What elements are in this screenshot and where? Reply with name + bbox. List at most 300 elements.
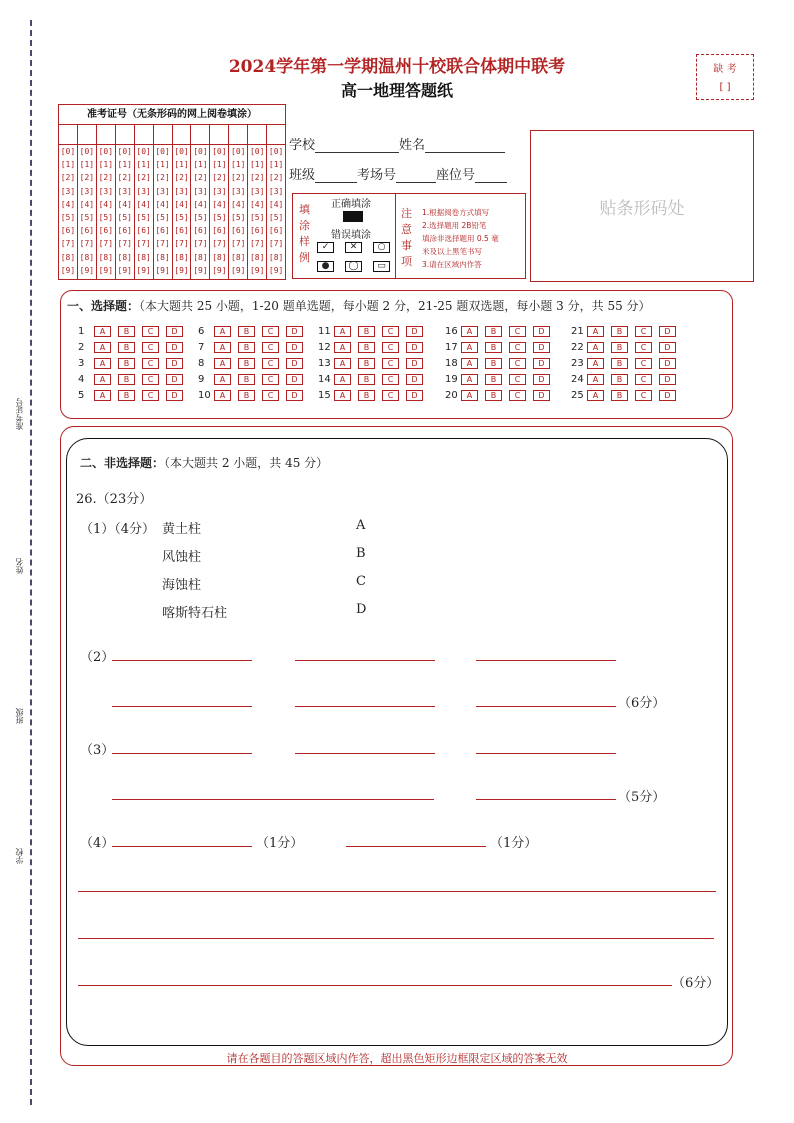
choice-option-bubble[interactable]: A	[214, 358, 231, 369]
choice-group	[445, 323, 557, 403]
exam-digit-bubble[interactable]: [9]	[117, 265, 132, 275]
exam-digit-bubble[interactable]: [6]	[268, 226, 284, 236]
choice-option-bubble[interactable]: C	[142, 342, 159, 353]
exam-digit-bubble[interactable]: [8]	[174, 252, 189, 262]
choice-question-row	[571, 323, 683, 339]
choice-option-bubble[interactable]: D	[533, 326, 550, 337]
exam-digit-bubble[interactable]: [3]	[98, 186, 114, 196]
choice-option-bubble[interactable]: A	[214, 326, 231, 337]
seat-input[interactable]	[475, 169, 507, 183]
choice-option-bubble[interactable]: C	[382, 326, 399, 337]
exam-digit-bubble[interactable]: [4]	[249, 199, 265, 209]
choice-option-bubble[interactable]: A	[587, 374, 604, 385]
choice-option-bubble[interactable]: A	[334, 342, 351, 353]
exam-digit-bubble[interactable]: [6]	[249, 226, 265, 236]
answer-line[interactable]	[112, 753, 252, 754]
choice-option-bubble[interactable]: D	[659, 358, 676, 369]
choice-option-bubble[interactable]: C	[382, 342, 399, 353]
exam-digit-bubble[interactable]: [8]	[136, 252, 151, 262]
wrong-mark-check-icon: ✓	[317, 242, 334, 253]
choice-question-number: 1	[78, 325, 85, 337]
exam-digit-bubble[interactable]: [3]	[212, 186, 227, 196]
exam-digit-bubble[interactable]: [7]	[193, 239, 208, 249]
choice-option-bubble[interactable]: B	[118, 326, 135, 337]
choice-question-number: 4	[78, 373, 85, 385]
exam-digit-bubble[interactable]: [9]	[155, 265, 170, 275]
exam-digit-bubble[interactable]: [3]	[268, 186, 284, 196]
choice-option-bubble[interactable]: A	[214, 342, 231, 353]
exam-digit-bubble[interactable]: [9]	[174, 265, 189, 275]
exam-digit-bubble[interactable]: [3]	[249, 186, 265, 196]
exam-digit-bubble[interactable]: [2]	[98, 173, 114, 183]
choice-option-bubble[interactable]: B	[238, 342, 255, 353]
exam-number-write-cell[interactable]	[116, 125, 134, 145]
choice-option-bubble[interactable]: C	[382, 374, 399, 385]
exam-digit-bubble[interactable]: [2]	[155, 173, 170, 183]
exam-digit-bubble[interactable]: [1]	[174, 160, 189, 170]
exam-digit-bubble[interactable]: [8]	[231, 252, 246, 262]
exam-number-write-cell[interactable]	[248, 125, 266, 145]
exam-digit-bubble[interactable]: [8]	[98, 252, 114, 262]
choice-option-bubble[interactable]: B	[118, 374, 135, 385]
choice-option-bubble[interactable]: A	[94, 358, 111, 369]
exam-number-column	[78, 125, 97, 280]
choice-question-row	[78, 339, 190, 355]
exam-digit-bubble[interactable]: [4]	[231, 199, 246, 209]
exam-digit-bubble[interactable]: [9]	[79, 265, 95, 275]
exam-digit-bubble[interactable]: [0]	[155, 147, 170, 156]
exam-digit-bubble[interactable]: [4]	[136, 199, 151, 209]
answer-line[interactable]	[295, 706, 435, 707]
choice-question-row	[445, 323, 557, 339]
exam-digit-bubble[interactable]: [5]	[193, 212, 208, 222]
choice-option-bubble[interactable]: B	[238, 326, 255, 337]
choice-option-bubble[interactable]: D	[659, 326, 676, 337]
choice-option-bubble[interactable]: D	[406, 358, 423, 369]
answer-line[interactable]	[476, 799, 616, 800]
choice-option-bubble[interactable]: C	[635, 326, 652, 337]
answer-line[interactable]	[346, 846, 486, 847]
exam-number-write-cell[interactable]	[210, 125, 228, 145]
exam-digit-bubble[interactable]: [0]	[60, 147, 76, 156]
choice-option-bubble[interactable]: A	[587, 342, 604, 353]
exam-digit-bubble[interactable]: [0]	[231, 147, 246, 156]
answer-line[interactable]	[295, 660, 435, 661]
exam-digit-bubble[interactable]: [4]	[174, 199, 189, 209]
exam-number-column	[116, 125, 135, 280]
exam-digit-bubble[interactable]: [8]	[193, 252, 208, 262]
exam-digit-bubble[interactable]: [1]	[117, 160, 132, 170]
choice-question-row	[198, 371, 310, 387]
exam-digit-bubble[interactable]: [6]	[98, 226, 114, 236]
choice-question-number: 5	[78, 389, 85, 401]
exam-digit-bubble[interactable]: [9]	[98, 265, 114, 275]
exam-number-write-cell[interactable]	[229, 125, 247, 145]
notice-item: 3.请在区域内作答	[422, 260, 482, 269]
exam-digit-bubble[interactable]: [7]	[231, 239, 246, 249]
choice-option-bubble[interactable]: D	[406, 374, 423, 385]
answer-line[interactable]	[112, 846, 252, 847]
choice-option-bubble[interactable]: A	[461, 358, 478, 369]
notice-item: 2.选择题用 2B铅笔	[422, 221, 487, 230]
choice-option-bubble[interactable]: B	[118, 390, 135, 401]
answer-line[interactable]	[112, 660, 252, 661]
choice-option-bubble[interactable]: D	[166, 358, 183, 369]
exam-digit-bubble[interactable]: [7]	[212, 239, 227, 249]
exam-title: 2024学年第一学期温州十校联合体期中联考	[228, 57, 566, 77]
class-label: 班级	[289, 168, 316, 183]
choice-question-row	[198, 339, 310, 355]
room-input[interactable]	[396, 169, 436, 183]
choice-option-bubble[interactable]: B	[358, 358, 375, 369]
exam-digit-bubble[interactable]: [1]	[98, 160, 114, 170]
exam-digit-bubble[interactable]: [2]	[231, 173, 246, 183]
answer-line[interactable]	[78, 938, 714, 939]
exam-digit-bubble[interactable]: [9]	[268, 265, 284, 275]
choice-option-bubble[interactable]: C	[509, 326, 526, 337]
name-input[interactable]	[425, 139, 505, 153]
choice-option-bubble[interactable]: A	[461, 342, 478, 353]
exam-digit-bubble[interactable]: [3]	[60, 186, 76, 196]
choice-option-bubble[interactable]: D	[533, 358, 550, 369]
exam-digit-bubble[interactable]: [6]	[60, 226, 76, 236]
exam-digit-bubble[interactable]: [9]	[249, 265, 265, 275]
choice-question-row	[445, 339, 557, 355]
exam-digit-bubble[interactable]: [4]	[60, 199, 76, 209]
exam-digit-bubble[interactable]: [5]	[136, 212, 151, 222]
class-input[interactable]	[315, 169, 357, 183]
answer-line[interactable]	[112, 799, 434, 800]
exam-digit-bubble[interactable]: [3]	[174, 186, 189, 196]
choice-option-bubble[interactable]: B	[611, 358, 628, 369]
choice-option-bubble[interactable]: B	[238, 374, 255, 385]
choice-option-bubble[interactable]: B	[485, 390, 502, 401]
exam-digit-bubble[interactable]: [5]	[231, 212, 246, 222]
exam-number-write-cell[interactable]	[59, 125, 77, 145]
exam-digit-bubble[interactable]: [8]	[79, 252, 95, 262]
exam-digit-bubble[interactable]: [2]	[212, 173, 227, 183]
exam-digit-bubble[interactable]: [8]	[117, 252, 132, 262]
answer-line[interactable]	[295, 753, 435, 754]
exam-number-write-cell[interactable]	[173, 125, 191, 145]
exam-digit-bubble[interactable]: [3]	[193, 186, 208, 196]
exam-digit-bubble[interactable]: [4]	[212, 199, 227, 209]
barcode-label: 贴条形码处	[599, 198, 685, 219]
choice-option-bubble[interactable]: D	[659, 374, 676, 385]
exam-digit-bubble[interactable]: [0]	[174, 147, 189, 156]
choice-option-bubble[interactable]: B	[118, 342, 135, 353]
exam-digit-bubble[interactable]: [2]	[60, 173, 76, 183]
exam-digit-bubble[interactable]: [4]	[155, 199, 170, 209]
choice-option-bubble[interactable]: A	[94, 326, 111, 337]
exam-digit-bubble[interactable]: [0]	[212, 147, 227, 156]
choice-option-bubble[interactable]: A	[587, 390, 604, 401]
choice-option-bubble[interactable]: D	[166, 374, 183, 385]
choice-option-bubble[interactable]: C	[262, 374, 279, 385]
exam-digit-bubble[interactable]: [0]	[117, 147, 132, 156]
exam-digit-bubble[interactable]: [0]	[249, 147, 265, 156]
exam-number-write-cell[interactable]	[97, 125, 115, 145]
school-field[interactable]	[289, 134, 505, 153]
choice-option-bubble[interactable]: C	[262, 358, 279, 369]
seat-label: 座位号	[436, 168, 476, 183]
correct-fill-label: 正确填涂	[331, 199, 371, 210]
answer-line[interactable]	[78, 891, 716, 892]
choice-option-bubble[interactable]: C	[262, 390, 279, 401]
margin-label-exam-number: 准考证号	[15, 398, 24, 430]
exam-digit-bubble[interactable]: [6]	[155, 226, 170, 236]
wrong-fill-label: 错误填涂	[331, 230, 371, 241]
exam-digit-bubble[interactable]: [1]	[193, 160, 208, 170]
school-label: 学校	[289, 138, 316, 153]
answer-line[interactable]	[476, 753, 616, 754]
choice-option-bubble[interactable]: D	[533, 374, 550, 385]
q2-label: （2）	[80, 650, 115, 665]
choice-option-bubble[interactable]: B	[611, 390, 628, 401]
exam-digit-bubble[interactable]: [8]	[155, 252, 170, 262]
exam-digit-bubble[interactable]: [1]	[136, 160, 151, 170]
exam-digit-bubble[interactable]: [0]	[98, 147, 114, 156]
exam-digit-bubble[interactable]: [6]	[79, 226, 95, 236]
choice-option-bubble[interactable]: A	[214, 390, 231, 401]
choice-option-bubble[interactable]: C	[262, 326, 279, 337]
exam-digit-bubble[interactable]: [0]	[268, 147, 284, 156]
exam-digit-bubble[interactable]: [5]	[155, 212, 170, 222]
exam-digit-bubble[interactable]: [1]	[249, 160, 265, 170]
school-input[interactable]	[315, 139, 399, 153]
choice-option-bubble[interactable]: A	[94, 374, 111, 385]
exam-digit-bubble[interactable]: [7]	[136, 239, 151, 249]
choice-option-bubble[interactable]: B	[358, 390, 375, 401]
exam-digit-bubble[interactable]: [4]	[98, 199, 114, 209]
choice-question-row	[198, 387, 310, 403]
choice-option-bubble[interactable]: A	[214, 374, 231, 385]
exam-digit-bubble[interactable]: [2]	[117, 173, 132, 183]
choice-option-bubble[interactable]: A	[334, 358, 351, 369]
exam-digit-bubble[interactable]: [4]	[268, 199, 284, 209]
choice-option-bubble[interactable]: D	[659, 390, 676, 401]
q1-label: （1）（4分）	[80, 522, 156, 537]
choice-option-bubble[interactable]: A	[334, 374, 351, 385]
choice-option-bubble[interactable]: C	[142, 326, 159, 337]
absent-label: 缺 考	[713, 64, 737, 75]
exam-digit-bubble[interactable]: [6]	[231, 226, 246, 236]
choice-option-bubble[interactable]: D	[659, 342, 676, 353]
choice-option-bubble[interactable]: B	[485, 374, 502, 385]
choice-option-bubble[interactable]: D	[166, 326, 183, 337]
q4-score-a: （1分）	[256, 836, 304, 851]
exam-digit-bubble[interactable]: [9]	[60, 265, 76, 275]
choice-option-bubble[interactable]: D	[166, 342, 183, 353]
choice-option-bubble[interactable]: A	[334, 390, 351, 401]
exam-digit-bubble[interactable]: [7]	[98, 239, 114, 249]
choice-option-bubble[interactable]: C	[142, 374, 159, 385]
class-field[interactable]	[289, 164, 507, 183]
answer-line[interactable]	[112, 706, 252, 707]
choice-option-bubble[interactable]: C	[635, 390, 652, 401]
exam-digit-bubble[interactable]: [7]	[155, 239, 170, 249]
choice-option-bubble[interactable]: B	[358, 342, 375, 353]
exam-number-column	[173, 125, 192, 280]
choice-option-bubble[interactable]: C	[262, 342, 279, 353]
exam-digit-bubble[interactable]: [6]	[174, 226, 189, 236]
choice-option-bubble[interactable]: C	[635, 358, 652, 369]
exam-number-grid	[58, 104, 286, 280]
choice-option-bubble[interactable]: D	[533, 342, 550, 353]
absent-marker[interactable]	[696, 54, 754, 100]
exam-digit-bubble[interactable]: [5]	[268, 212, 284, 222]
exam-digit-bubble[interactable]: [4]	[79, 199, 95, 209]
exam-digit-bubble[interactable]: [8]	[212, 252, 227, 262]
choice-question-row	[198, 323, 310, 339]
choice-option-bubble[interactable]: D	[286, 374, 303, 385]
exam-number-write-cell[interactable]	[154, 125, 172, 145]
exam-digit-bubble[interactable]: [9]	[212, 265, 227, 275]
exam-digit-bubble[interactable]: [1]	[231, 160, 246, 170]
choice-option-bubble[interactable]: D	[406, 326, 423, 337]
choice-option-bubble[interactable]: D	[166, 390, 183, 401]
exam-digit-bubble[interactable]: [5]	[98, 212, 114, 222]
choice-question-number: 7	[198, 341, 205, 353]
exam-number-write-cell[interactable]	[135, 125, 153, 145]
exam-digit-bubble[interactable]: [9]	[193, 265, 208, 275]
choice-question-number: 21	[571, 325, 584, 337]
exam-digit-bubble[interactable]: [3]	[155, 186, 170, 196]
choice-question-row	[571, 387, 683, 403]
exam-number-column	[229, 125, 248, 280]
exam-number-write-cell[interactable]	[78, 125, 96, 145]
exam-digit-bubble[interactable]: [7]	[249, 239, 265, 249]
exam-digit-bubble[interactable]: [2]	[249, 173, 265, 183]
exam-digit-bubble[interactable]: [7]	[174, 239, 189, 249]
exam-digit-bubble[interactable]: [2]	[174, 173, 189, 183]
exam-digit-bubble[interactable]: [8]	[249, 252, 265, 262]
exam-digit-bubble[interactable]: [9]	[136, 265, 151, 275]
exam-digit-bubble[interactable]: [2]	[268, 173, 284, 183]
choice-option-bubble[interactable]: C	[509, 374, 526, 385]
exam-digit-bubble[interactable]: [3]	[231, 186, 246, 196]
choice-option-bubble[interactable]: C	[382, 390, 399, 401]
choice-option-bubble[interactable]: B	[358, 326, 375, 337]
answer-line[interactable]	[476, 660, 616, 661]
choice-option-bubble[interactable]: D	[286, 390, 303, 401]
exam-number-write-cell[interactable]	[191, 125, 209, 145]
choice-option-bubble[interactable]: C	[509, 342, 526, 353]
exam-digit-bubble[interactable]: [1]	[79, 160, 95, 170]
choice-option-bubble[interactable]: C	[635, 342, 652, 353]
notice-item: 米及以上黑笔书写	[422, 247, 482, 256]
choice-question-number: 20	[445, 389, 458, 401]
choice-option-bubble[interactable]: B	[611, 374, 628, 385]
exam-number-column	[154, 125, 173, 280]
choice-option-bubble[interactable]: C	[142, 390, 159, 401]
choice-option-bubble[interactable]: B	[485, 342, 502, 353]
exam-digit-bubble[interactable]: [5]	[60, 212, 76, 222]
q1-item-right: A	[356, 518, 366, 533]
exam-digit-bubble[interactable]: [0]	[136, 147, 151, 156]
choice-option-bubble[interactable]: C	[509, 390, 526, 401]
exam-digit-bubble[interactable]: [2]	[79, 173, 95, 183]
choice-option-bubble[interactable]: C	[382, 358, 399, 369]
exam-digit-bubble[interactable]: [7]	[79, 239, 95, 249]
exam-digit-bubble[interactable]: [2]	[193, 173, 208, 183]
exam-digit-bubble[interactable]: [5]	[79, 212, 95, 222]
exam-digit-bubble[interactable]: [1]	[155, 160, 170, 170]
exam-digit-bubble[interactable]: [4]	[193, 199, 208, 209]
choice-option-bubble[interactable]: A	[587, 358, 604, 369]
choice-option-bubble[interactable]: C	[509, 358, 526, 369]
exam-digit-bubble[interactable]: [6]	[212, 226, 227, 236]
exam-digit-bubble[interactable]: [7]	[60, 239, 76, 249]
exam-digit-bubble[interactable]: [5]	[212, 212, 227, 222]
choice-option-bubble[interactable]: A	[461, 390, 478, 401]
choice-option-bubble[interactable]: B	[485, 358, 502, 369]
choice-option-bubble[interactable]: A	[587, 326, 604, 337]
choice-option-bubble[interactable]: A	[461, 326, 478, 337]
exam-digit-bubble[interactable]: [1]	[212, 160, 227, 170]
choice-option-bubble[interactable]: B	[611, 342, 628, 353]
choice-option-bubble[interactable]: B	[358, 374, 375, 385]
choice-option-bubble[interactable]: C	[142, 358, 159, 369]
exam-digit-bubble[interactable]: [3]	[136, 186, 151, 196]
exam-digit-bubble[interactable]: [7]	[268, 239, 284, 249]
choice-option-bubble[interactable]: B	[485, 326, 502, 337]
exam-digit-bubble[interactable]: [3]	[117, 186, 132, 196]
choice-option-bubble[interactable]: D	[286, 342, 303, 353]
q1-item-left: 喀斯特石柱	[162, 606, 228, 621]
choice-option-bubble[interactable]: D	[286, 326, 303, 337]
exam-digit-bubble[interactable]: [5]	[249, 212, 265, 222]
choice-option-bubble[interactable]: D	[406, 390, 423, 401]
choice-question-row	[198, 355, 310, 371]
choice-option-bubble[interactable]: A	[94, 342, 111, 353]
choice-option-bubble[interactable]: B	[611, 326, 628, 337]
choice-option-bubble[interactable]: B	[238, 390, 255, 401]
answer-line[interactable]	[78, 985, 672, 986]
exam-digit-bubble[interactable]: [0]	[193, 147, 208, 156]
exam-digit-bubble[interactable]: [9]	[231, 265, 246, 275]
exam-digit-bubble[interactable]: [0]	[79, 147, 95, 156]
exam-digit-bubble[interactable]: [2]	[136, 173, 151, 183]
choice-option-bubble[interactable]: B	[118, 358, 135, 369]
exam-digit-bubble[interactable]: [7]	[117, 239, 132, 249]
choice-option-bubble[interactable]: A	[461, 374, 478, 385]
exam-digit-bubble[interactable]: [8]	[268, 252, 284, 262]
exam-digit-bubble[interactable]: [5]	[174, 212, 189, 222]
absent-checkbox[interactable]: [ ]	[719, 82, 731, 93]
choice-option-bubble[interactable]: D	[286, 358, 303, 369]
choice-option-bubble[interactable]: B	[238, 358, 255, 369]
exam-digit-bubble[interactable]: [3]	[79, 186, 95, 196]
exam-digit-bubble[interactable]: [1]	[60, 160, 76, 170]
choice-option-bubble[interactable]: A	[94, 390, 111, 401]
exam-digit-bubble[interactable]: [6]	[117, 226, 132, 236]
choice-option-bubble[interactable]: D	[533, 390, 550, 401]
section1-desc: （本大题共 25 小题，1-20 题单选题，每小题 2 分，21-25 题双选题，每小题 3 分，共 55 分）	[139, 299, 651, 313]
exam-digit-bubble[interactable]: [6]	[136, 226, 151, 236]
exam-digit-bubble[interactable]: [1]	[268, 160, 284, 170]
exam-number-column	[97, 125, 116, 280]
answer-line[interactable]	[476, 706, 616, 707]
exam-digit-bubble[interactable]: [5]	[117, 212, 132, 222]
exam-digit-bubble[interactable]: [4]	[117, 199, 132, 209]
exam-number-write-cell[interactable]	[267, 125, 285, 145]
choice-option-bubble[interactable]: C	[635, 374, 652, 385]
choice-option-bubble[interactable]: D	[406, 342, 423, 353]
choice-option-bubble[interactable]: A	[334, 326, 351, 337]
exam-digit-bubble[interactable]: [6]	[193, 226, 208, 236]
exam-digit-bubble[interactable]: [8]	[60, 252, 76, 262]
